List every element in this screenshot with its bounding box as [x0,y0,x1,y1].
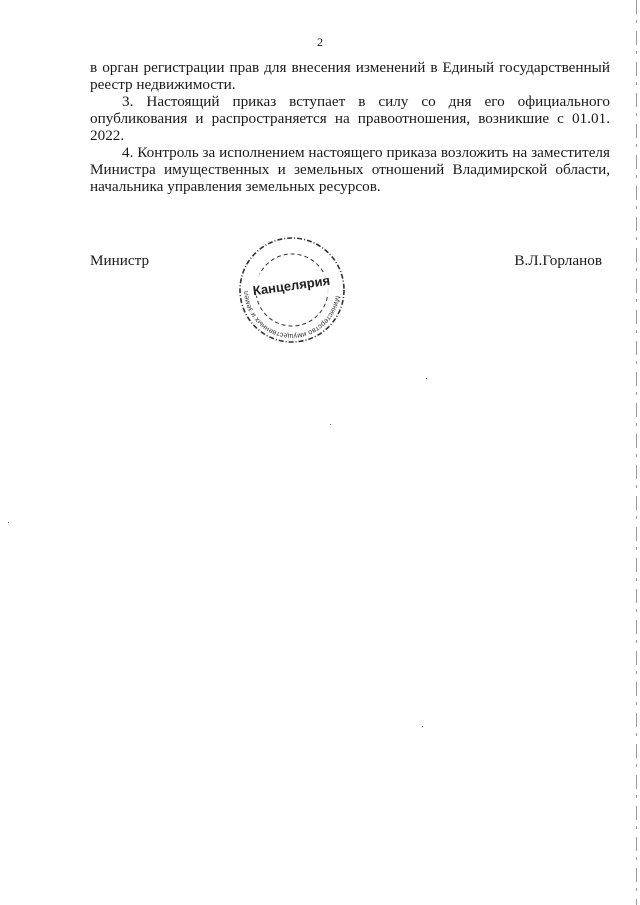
scan-speck [426,378,427,379]
stamp-graphic [229,231,352,342]
scan-speck [330,424,331,425]
signatory-title: Министр [90,252,150,269]
office-stamp [229,231,352,342]
scan-speck [422,726,423,727]
paragraph-continuation: в орган регистрации прав для внесения изменений в Единый государственный реестр недвижимости. [90,59,610,93]
paragraph-3: 3. Настоящий приказ вступает в силу со дня его официального опубликования и распространяется на правоотношения, возникшие с 01.01. 2022. [90,93,610,144]
stamp-ring-text: Министерство имущественных и земельных отношений [229,231,343,342]
scan-edge-line [635,0,638,905]
document-body [90,59,610,195]
signatory-name: В.Л.Горланов [514,252,602,269]
page-number: 2 [317,35,323,49]
scan-speck [8,522,9,523]
paragraph-4: 4. Контроль за исполнением настоящего приказа возложить на заместителя Министра имущественных и земельных отношений Владимирской области, начальника управления земельных ресурсов. [90,144,610,195]
stamp-center-text: Канцелярия [251,272,331,299]
